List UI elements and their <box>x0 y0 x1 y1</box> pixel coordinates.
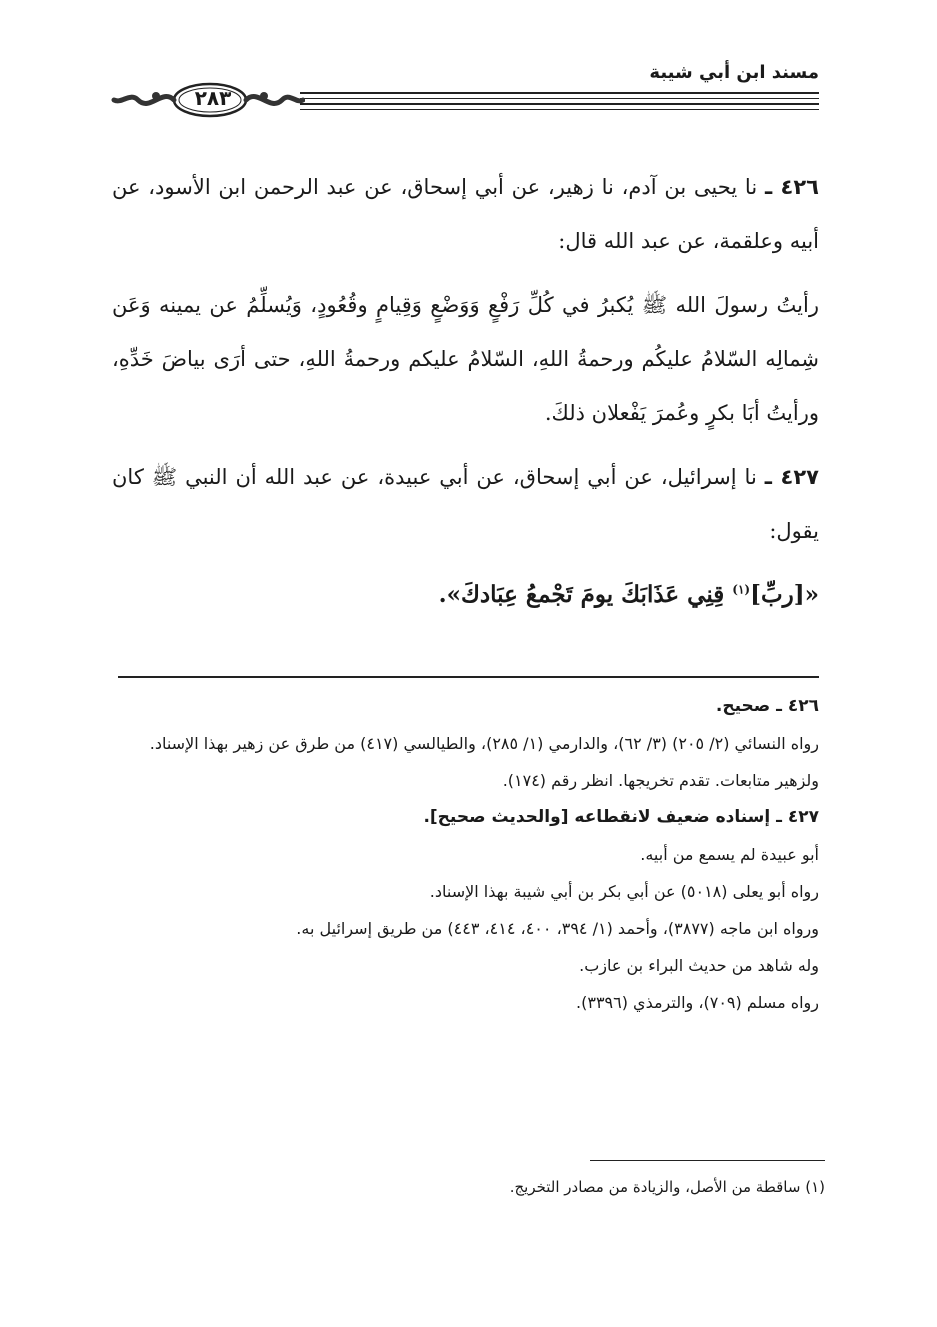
hadith-426-number: ٤٢٦ ـ <box>764 175 819 199</box>
note-426-heading: ٤٢٦ ـ صحيح. <box>715 696 819 716</box>
notes-divider <box>118 676 819 678</box>
hadith-427-isnad: نا إسرائيل، عن أبي إسحاق، عن أبي عبيدة، عن عبد الله أن النبي ﷺ كان يقول: <box>112 465 819 543</box>
footnote-marker: (١) <box>732 582 751 597</box>
header-rules <box>300 92 819 124</box>
hadith-426-text: رأيتُ رسولَ الله ﷺ يُكبرُ في كُلِّ رَفْعٍ وَوَضْعٍ وَقِيامٍ وقُعُودٍ، وَيُسلِّمُ عن يمينه وَعَن شِمالِه السّلامُ عليكُم ورحمةُ اللهِ، السّلامُ عليكم ورحمةُ اللهِ، حتى أرَى بياضَ خَدِّهِ، ورأيتُ أبَا بكرٍ وعُمرَ يَفْعلان ذلكَ. <box>112 293 819 425</box>
note-427-line: رواه أبو يعلى (٥٠١٨) عن أبي بكر بن أبي شيبة بهذا الإسناد. <box>429 882 819 901</box>
footnote-divider <box>590 1160 825 1161</box>
hadith-427-chain <box>112 450 819 558</box>
hadith-427-dua-open: «[ربِّ] <box>750 581 819 608</box>
note-427-line: وله شاهد من حديث البراء بن عازب. <box>579 956 819 975</box>
hadith-427-number: ٤٢٧ ـ <box>764 465 819 489</box>
takhrij-notes <box>112 688 819 1021</box>
note-426-line: رواه النسائي (٢/ ٢٠٥) (٣/ ٦٢)، والدارمي (١/ ٢٨٥)، والطيالسي (٤١٧) من طرق عن زهير بهذا الإسناد. <box>149 734 819 753</box>
hadith-body <box>112 160 819 632</box>
hadith-427-dua-close: قِنِي عَذَابَكَ يومَ تَجْمعُ عِبَادكَ». <box>438 581 733 608</box>
note-427-line: أبو عبيدة لم يسمع من أبيه. <box>640 845 819 864</box>
hadith-426-isnad: نا يحيى بن آدم، نا زهير، عن أبي إسحاق، عن عبد الرحمن ابن الأسود، عن أبيه وعلقمة، عن عبد الله قال: <box>112 175 819 253</box>
footnote: (١) ساقطة من الأصل، والزيادة من مصادر التخريج. <box>509 1178 825 1196</box>
note-427-line: رواه مسلم (٧٠٩)، والترمذي (٣٣٩٦). <box>576 993 819 1012</box>
hadith-427-dua <box>112 568 819 622</box>
note-427-heading: ٤٢٧ ـ إسناده ضعيف لانقطاعه [والحديث صحيح]. <box>423 807 819 827</box>
running-header-title: مسند ابن أبي شيبة <box>649 62 819 83</box>
note-427-line: ورواه ابن ماجه (٣٨٧٧)، وأحمد (١/ ٣٩٤، ٤٠٠، ٤١٤، ٤٤٣) من طريق إسرائيل به. <box>296 919 819 938</box>
page-number: ٢٨٣ <box>194 86 232 110</box>
note-426-line: ولزهير متابعات. تقدم تخريجها. انظر رقم (١٧٤). <box>502 771 819 790</box>
hadith-426-chain <box>112 160 819 268</box>
